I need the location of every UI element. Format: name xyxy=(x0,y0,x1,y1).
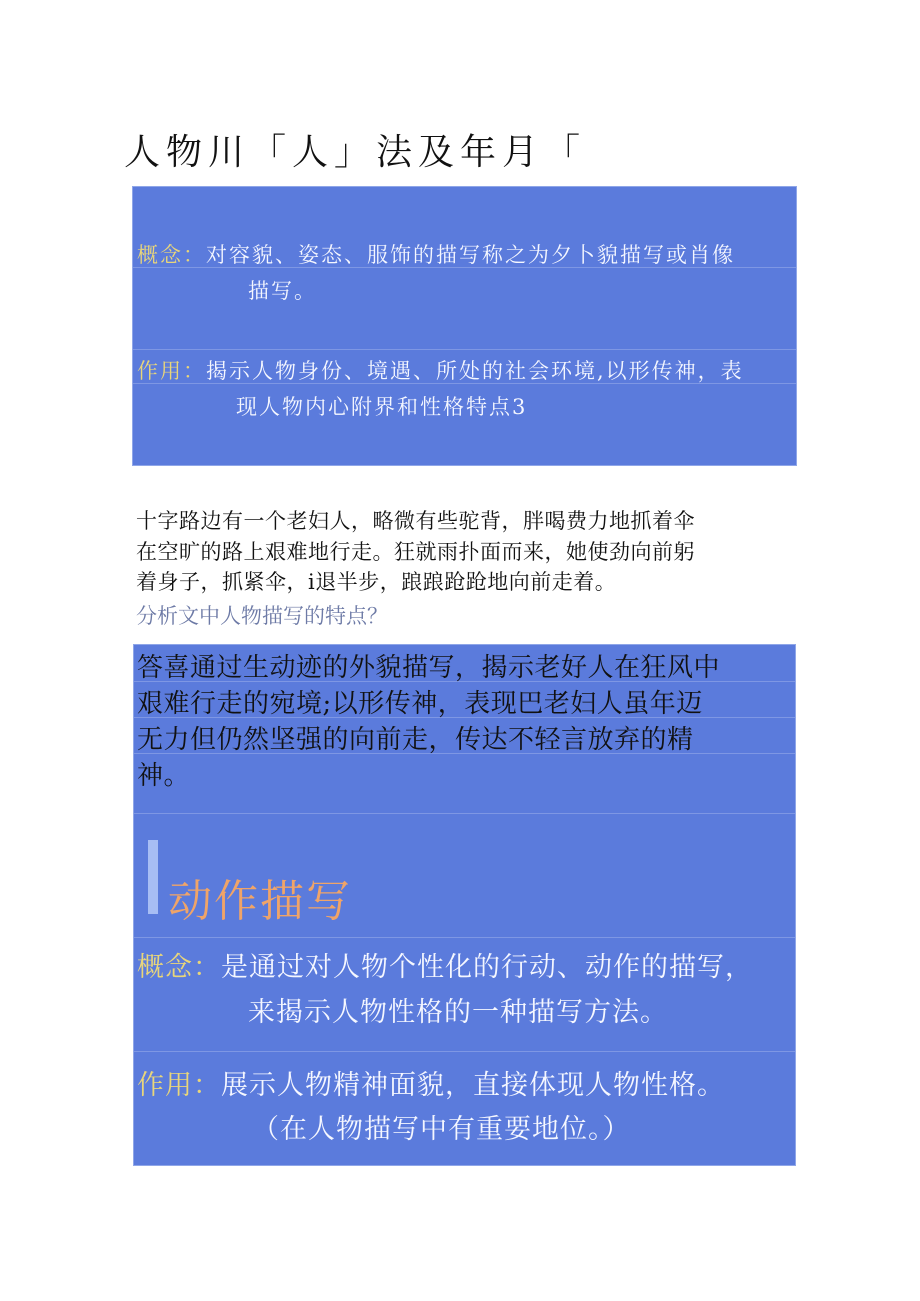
heading-accent-bar xyxy=(148,840,158,914)
use-label: 作用： xyxy=(137,1070,221,1101)
concept-text: 对容貌、姿态、服饰的描写称之为夕卜貌描写或肖像 xyxy=(206,243,735,267)
concept-label: 概念： xyxy=(137,243,206,267)
answer-line: 答喜通过生动迹的外貌描写，揭示老好人在狂风中 xyxy=(137,653,721,683)
concept-text: 是通过对人物个性化的行动、动作的描写， xyxy=(221,952,753,983)
divider xyxy=(134,813,795,814)
divider xyxy=(134,1051,795,1052)
use-text-cont: 现人物内心附界和性格特点3 xyxy=(236,395,528,419)
concept-row xyxy=(137,239,735,269)
passage-line: 在空旷的路上艰难地行走。狂就雨扑面而来，她使劲向前躬 xyxy=(136,540,695,564)
concept-text-cont: 描写。 xyxy=(248,279,317,303)
page-title: 人物川「人」法及年月「 xyxy=(124,132,587,173)
concept-label: 概念： xyxy=(137,952,221,983)
section-heading: 动作描写 xyxy=(168,876,352,927)
action-use-row xyxy=(137,1063,725,1102)
passage-line: 十字路边有一个老妇人，略微有些驼背，胖喝费力地抓着伞 xyxy=(136,509,695,533)
question-text: 分析文中人物描写的特点？ xyxy=(136,604,388,628)
passage-line: 着身子，抓紧伞，i退半步，踉踉跄跄地向前走着。 xyxy=(136,570,617,594)
concept-text-cont: 来揭示人物性格的一种描写方法。 xyxy=(248,997,668,1028)
answer-line: 艰难行走的宛境;以形传神，表现巴老妇人虽年迈 xyxy=(137,689,703,719)
use-label: 作用： xyxy=(137,359,206,383)
use-text-cont: （在人物描写中有重要地位。） xyxy=(252,1114,631,1145)
answer-line: 神。 xyxy=(137,761,191,791)
appearance-panel xyxy=(132,186,797,466)
answer-line: 无力但仍然坚强的向前走，传达不轻言放弃的精 xyxy=(137,725,694,755)
divider xyxy=(134,937,795,938)
divider xyxy=(133,349,796,350)
use-row xyxy=(137,355,744,385)
answer-panel xyxy=(133,644,796,1166)
use-text: 展示人物精神面貌，直接体现人物性格。 xyxy=(221,1070,725,1101)
action-concept-row xyxy=(137,945,753,984)
use-text: 揭示人物身份、境遇、所处的社会环境,以形传神，表 xyxy=(206,359,744,383)
